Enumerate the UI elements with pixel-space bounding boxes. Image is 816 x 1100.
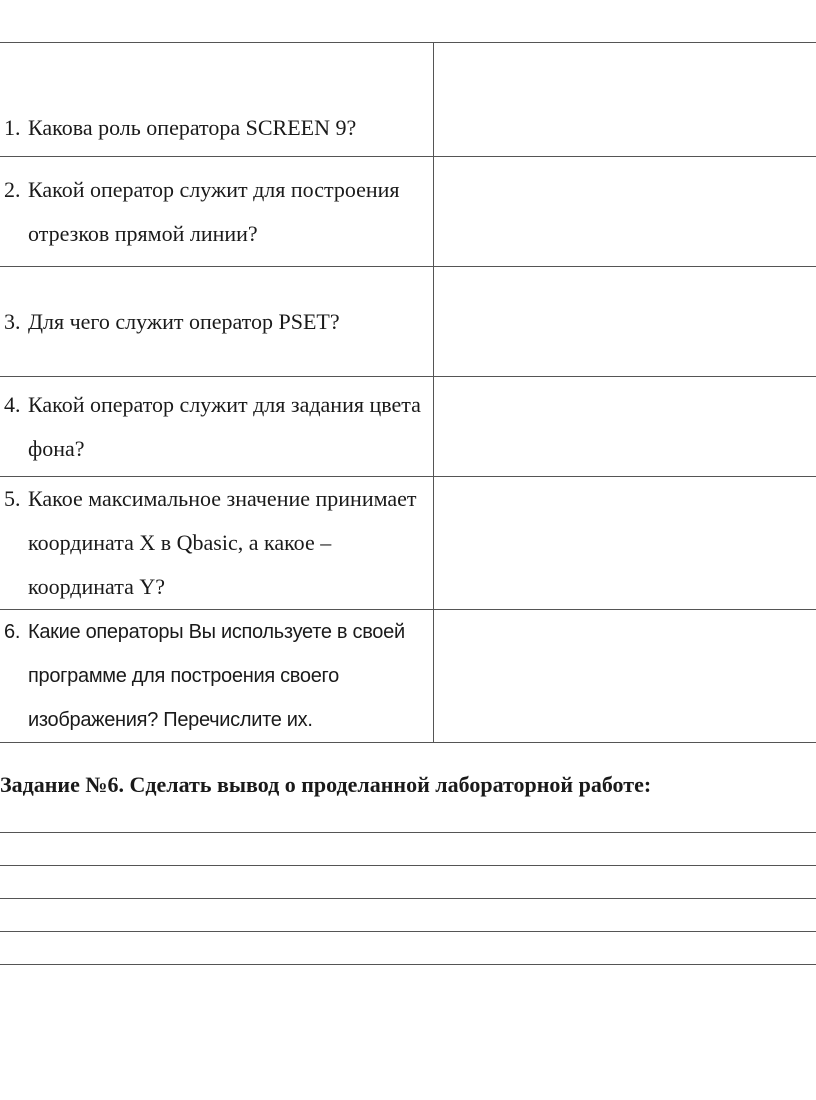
question-cell (0, 267, 434, 377)
question-cell (0, 610, 434, 743)
question-text: Для чего служит оператор PSET? (28, 308, 340, 334)
answer-cell[interactable] (434, 377, 816, 477)
table-row (0, 377, 816, 477)
question-text: Какое максимальное значение принимает координата X в Qbasic, а какое – координата Y? (28, 486, 417, 599)
question-number: 2. (4, 176, 21, 202)
answer-line[interactable] (0, 832, 816, 833)
answer-cell[interactable] (434, 157, 816, 267)
question-number: 5. (4, 486, 21, 511)
table-row (0, 477, 816, 610)
table-row (0, 43, 816, 157)
question-text: Какова роль оператора SCREEN 9? (28, 115, 357, 140)
task-title: Задание №6. Сделать вывод о проделанной лабораторной работе: (0, 772, 652, 797)
table-row (0, 157, 816, 267)
answer-line[interactable] (0, 865, 816, 866)
question-number: 6. (4, 621, 21, 643)
question-text: Какие операторы Вы используете в своей программе для построения своего изображения? Перечислите их. (28, 621, 405, 731)
answer-cell[interactable] (434, 267, 816, 377)
answer-line[interactable] (0, 931, 816, 932)
question-number: 3. (4, 308, 21, 334)
questions-table (0, 42, 816, 743)
question-text: Какой оператор служит для задания цвета фона? (28, 391, 421, 461)
answer-cell[interactable] (434, 43, 816, 157)
answer-cell[interactable] (434, 477, 816, 610)
answer-line[interactable] (0, 964, 816, 965)
question-number: 1. (4, 115, 21, 140)
question-cell (0, 377, 434, 477)
table-row (0, 267, 816, 377)
question-cell (0, 477, 434, 610)
question-number: 4. (4, 391, 21, 417)
answer-line[interactable] (0, 898, 816, 899)
question-cell (0, 43, 434, 157)
answer-cell[interactable] (434, 610, 816, 743)
table-row (0, 610, 816, 743)
question-text: Какой оператор служит для построения отрезков прямой линии? (28, 176, 400, 246)
question-cell (0, 157, 434, 267)
